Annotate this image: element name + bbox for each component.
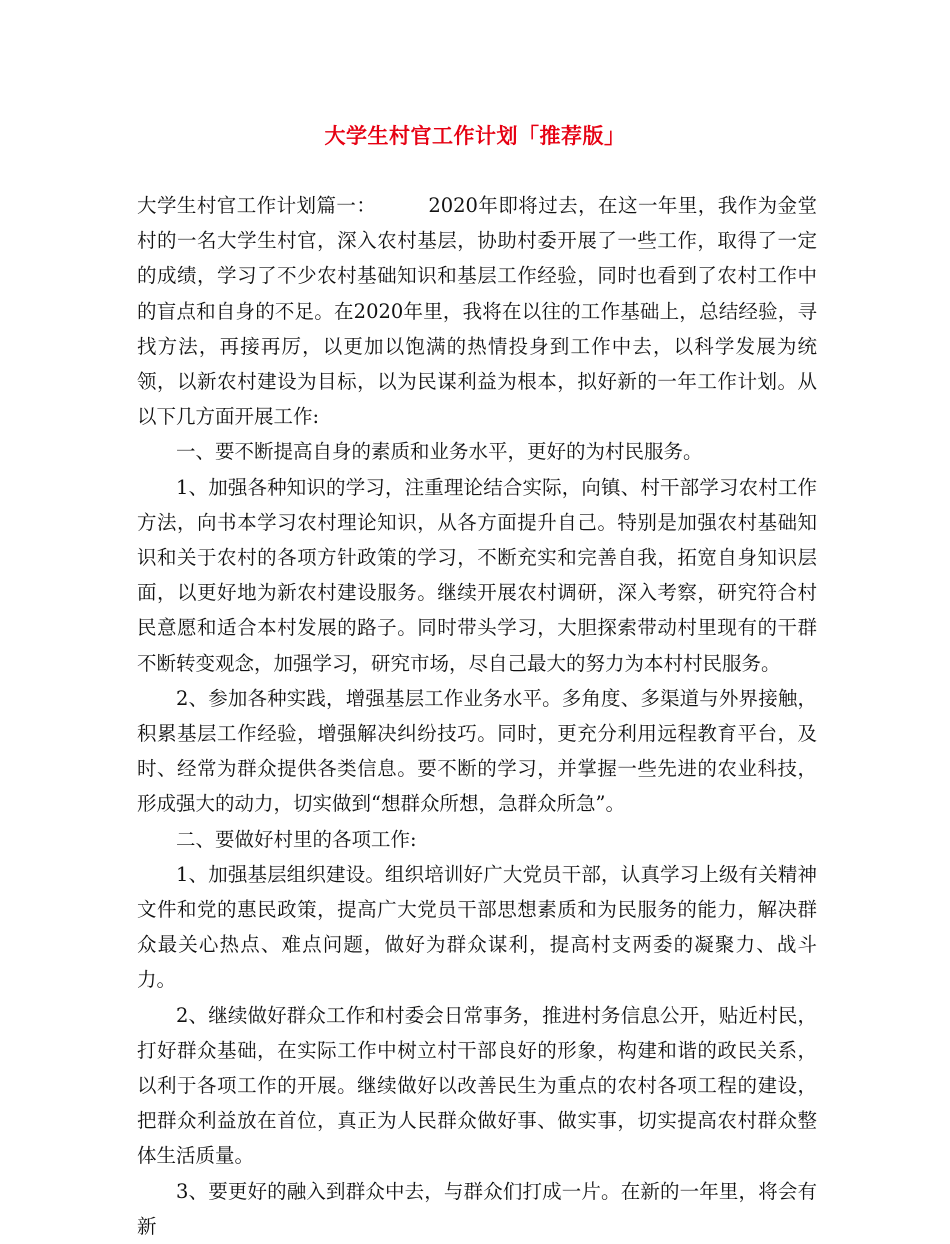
intro-label: 大学生村官工作计划篇一： [137, 194, 377, 217]
intro-text: 2020年即将过去，在这一年里，我作为金堂村的一名大学生村官，深入农村基层，协助村委开展了一些工作，取得了一定的成绩，学习了不少农村基础知识和基层工作经验，同时也看到了农村工作中的盲点和自身的不足。在2020年里，我将在以往的工作基础上，总结经验，寻找方法，再接再厉，以更加以饱满的热情投身到工作中去，以科学发展为统领，以新农村建设为目标，以为民谋利益为根本，拟好新的一年工作计划。从以下几方面开展工作: [137, 194, 817, 429]
paragraph-2-1: 1、加强基层组织建设。组织培训好广大党员干部，认真学习上级有关精神文件和党的惠民政策，提高广大党员干部思想素质和为民服务的能力，解决群众最关心热点、难点问题，做好为群众谋利，提高村支两委的凝聚力、战斗力。 [137, 862, 817, 992]
paragraph-1-2: 2、参加各种实践，增强基层工作业务水平。多角度、多渠道与外界接触，积累基层工作经验，增强解决纠纷技巧。同时，更充分利用远程教育平台，及时、经常为群众提供各类信息。要不断的学习，并掌握一些先进的农业科技，形成强大的动力，切实做到“想群众所想，急群众所急”。 [137, 686, 817, 816]
paragraph-2-2: 2、继续做好群众工作和村委会日常事务，推进村务信息公开，贴近村民，打好群众基础，在实际工作中树立村干部良好的形象，构建和谐的政民关系，以利于各项工作的开展。继续做好以改善民生为重点的农村各项工程的建设，把群众利益放在首位，真正为人民群众做好事、做实事，切实提高农村群众整体生活质量。 [137, 1003, 817, 1168]
paragraph-2-3: 3、要更好的融入到群众中去，与群众们打成一片。在新的一年里，将会有新 [137, 1179, 817, 1238]
section-heading-1: 一、要不断提高自身的素质和业务水平，更好的为村民服务。 [176, 440, 703, 464]
document-body [137, 188, 817, 1244]
intro-paragraph [137, 188, 817, 434]
document-title: 大学生村官工作计划「推荐版」 [324, 124, 626, 148]
section-heading-2: 二、要做好村里的各项工作: [176, 827, 417, 851]
paragraph-1-1: 1、加强各种知识的学习，注重理论结合实际，向镇、村干部学习农村工作方法，向书本学习农村理论知识，从各方面提升自己。特别是加强农村基础知识和关于农村的各项方针政策的学习，不断充实和完善自我，拓宽自身知识层面，以更好地为新农村建设服务。继续开展农村调研，深入考察，研究符合村民意愿和适合本村发展的路子。同时带头学习，大胆探索带动村里现有的干群不断转变观念，加强学习，研究市场，尽自己最大的努力为本村村民服务。 [137, 475, 817, 675]
